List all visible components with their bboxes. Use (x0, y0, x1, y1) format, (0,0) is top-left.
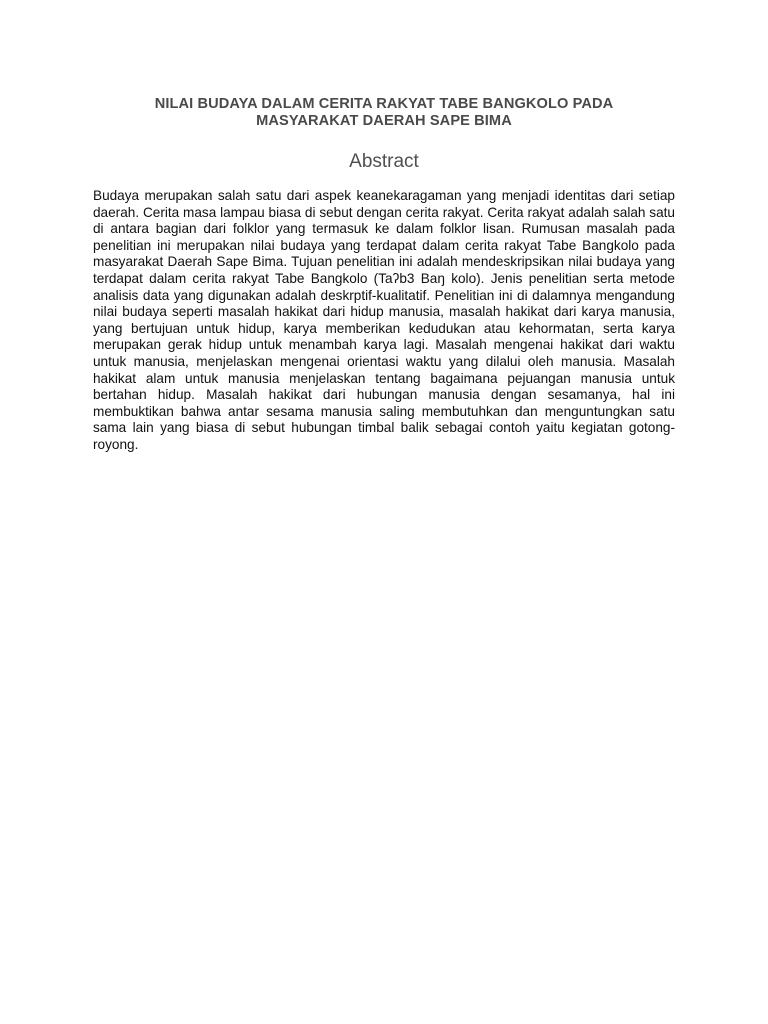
paper-title-line-1: NILAI BUDAYA DALAM CERITA RAKYAT TABE BANGKOLO PADA (154, 96, 614, 112)
abstract-body: Budaya merupakan salah satu dari aspek keanekaragaman yang menjadi identitas dari setiap daerah. Cerita masa lampau biasa di sebut dengan cerita rakyat. Cerita rakyat adalah salah satu di antara bagian dari folklor yang termasuk ke dalam folklor lisan. Rumusan masalah pada penelitian ini merupakan nilai budaya yang terdapat dalam cerita rakyat Tabe Bangkolo pada masyarakat Daerah Sape Bima. Tujuan penelitian ini adalah mendeskripsikan nilai budaya yang terdapat dalam cerita rakyat Tabe Bangkolo (Taʔb3 Baŋ kolo). Jenis penelitian serta metode analisis data yang digunakan adalah deskrptif-kualitatif. Penelitian ini di dalamnya mengandung nilai budaya seperti masalah hakikat dari hidup manusia, masalah hakikat dari karya manusia, yang bertujuan untuk hidup, karya memberikan kedudukan atau kehormatan, serta karya merupakan gerak hidup untuk menambah karya lagi. Masalah mengenai hakikat dari waktu untuk manusia, menjelaskan mengenai orientasi waktu yang dilalui oleh manusia. Masalah hakikat alam untuk manusia menjelaskan tentang bagaimana pejuangan manusia untuk bertahan hidup. Masalah hakikat dari hubungan manusia dengan sesamanya, hal ini membuktikan bahwa antar sesama manusia saling membutuhkan dan menguntungkan satu sama lain yang biasa di sebut hubungan timbal balik sebagai contoh yaitu kegiatan gotong-royong. (93, 188, 675, 452)
abstract-heading: Abstract (349, 151, 419, 172)
paper-title (92, 96, 676, 130)
paper-title-line-2: MASYARAKAT DAERAH SAPE BIMA (256, 113, 512, 129)
